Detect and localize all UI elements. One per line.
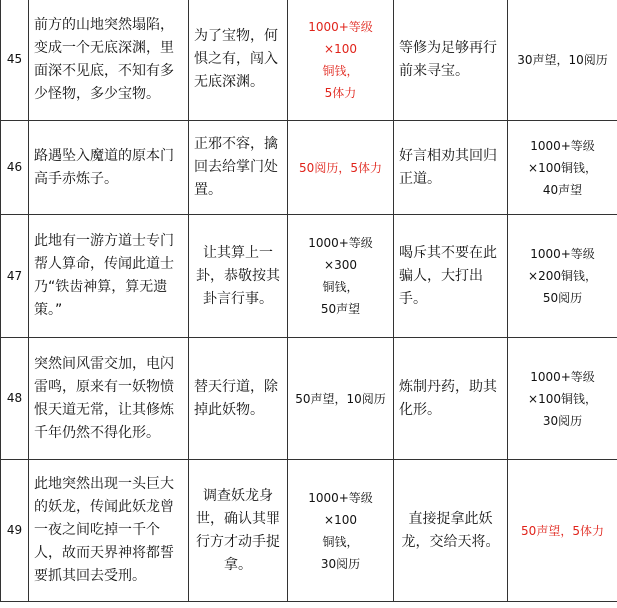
reward-line: 铜钱， (322, 280, 359, 294)
table-row (1, 460, 617, 602)
reward-line: 1000+等级 (530, 247, 595, 261)
option-b: 好言相劝其回归正道。 (394, 121, 508, 215)
row-number: 49 (1, 460, 29, 602)
reward-line: 50阅历，5体力 (299, 160, 382, 175)
reward-a (288, 460, 394, 602)
event-description: 路遇坠入魔道的原本门高手赤炼子。 (29, 121, 189, 215)
reward-line: ×100铜钱， (528, 391, 597, 406)
reward-line: 40声望 (542, 182, 583, 197)
table-row (1, 215, 617, 338)
option-b: 炼制丹药，助其化形。 (394, 338, 508, 460)
reward-line: 1000+等级 (530, 369, 595, 384)
reward-b (508, 338, 617, 460)
reward-a (288, 338, 394, 460)
row-number: 48 (1, 338, 29, 460)
reward-line: 1000+等级×100 (308, 490, 373, 527)
table-row (1, 0, 617, 121)
reward-b (508, 121, 617, 215)
reward-line: 1000+等级×300 (308, 236, 373, 272)
option-a: 让其算上一卦，恭敬按其卦言行事。 (189, 215, 288, 338)
reward-line: 50声望，10阅历 (295, 391, 386, 406)
option-a: 为了宝物，何惧之有，闯入无底深渊。 (189, 0, 288, 121)
option-b: 直接捉拿此妖龙，交给天将。 (394, 460, 508, 602)
reward-a (288, 121, 394, 215)
reward-line: ×200铜钱， (528, 269, 597, 283)
reward-line: 铜钱， (322, 63, 359, 78)
reward-line: ×100铜钱， (528, 160, 597, 175)
reward-a (288, 215, 394, 338)
row-number: 45 (1, 0, 29, 121)
reward-line: 50阅历 (542, 291, 583, 305)
option-a: 调查妖龙身世，确认其罪行方才动手捉拿。 (189, 460, 288, 602)
event-description: 此地有一游方道士专门帮人算命，传闻此道士乃“铁齿神算，算无遗策。” (29, 215, 189, 338)
reward-line: 1000+等级×100 (308, 19, 373, 56)
reward-line: 5体力 (324, 85, 357, 100)
reward-line: 铜钱， (322, 534, 359, 549)
reward-line: 50声望 (320, 302, 361, 316)
table-row (1, 338, 617, 460)
event-description: 突然间风雷交加，电闪雷鸣，原来有一妖物愤恨天道无常，让其修炼千年仍然不得化形。 (29, 338, 189, 460)
row-number: 46 (1, 121, 29, 215)
reward-b (508, 0, 617, 121)
reward-a (288, 0, 394, 121)
table-row (1, 121, 617, 215)
reward-b (508, 215, 617, 338)
option-a: 替天行道，除掉此妖物。 (189, 338, 288, 460)
option-b: 喝斥其不要在此骗人，大打出手。 (394, 215, 508, 338)
reward-line: 1000+等级 (530, 138, 595, 153)
reward-line: 30阅历 (320, 556, 361, 571)
reward-line: 30声望，10阅历 (517, 52, 608, 67)
event-description: 此地突然出现一头巨大的妖龙，传闻此妖龙曾一夜之间吃掉一千个人，故而天界神将都誓要抓其回去受刑。 (29, 460, 189, 602)
option-b: 等修为足够再行前来寻宝。 (394, 0, 508, 121)
reward-line: 50声望，5体力 (521, 523, 604, 538)
row-number: 47 (1, 215, 29, 338)
reward-b (508, 460, 617, 602)
option-a: 正邪不容，擒回去给掌门处置。 (189, 121, 288, 215)
event-description: 前方的山地突然塌陷，变成一个无底深渊，里面深不见底，不知有多少怪物，多少宝物。 (29, 0, 189, 121)
reward-line: 30阅历 (542, 413, 583, 428)
